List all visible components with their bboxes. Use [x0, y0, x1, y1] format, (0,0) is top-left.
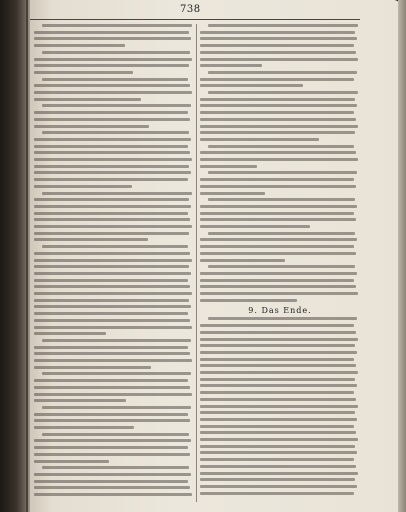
text-line: [34, 446, 188, 449]
text-line: [34, 439, 191, 442]
text-line: [200, 218, 356, 221]
text-line: [200, 272, 357, 275]
text-line: [200, 425, 354, 428]
text-line: [200, 338, 358, 341]
text-line: [34, 118, 190, 121]
text-line: [34, 58, 192, 61]
text-line: [208, 171, 357, 174]
spine-line: [26, 0, 28, 512]
text-line: [34, 44, 125, 47]
text-line: [200, 185, 356, 188]
text-line: [34, 232, 189, 235]
text-line: [200, 378, 355, 381]
text-line: [200, 418, 357, 421]
text-line: [200, 151, 356, 154]
text-line: [34, 460, 109, 463]
text-line: [34, 165, 189, 168]
text-line: [200, 384, 357, 387]
text-line: [200, 192, 265, 195]
text-line: [34, 98, 141, 101]
text-line: [34, 486, 190, 489]
text-line: [200, 238, 357, 241]
text-line: [208, 198, 355, 201]
text-line: [34, 225, 192, 228]
text-line: [200, 472, 358, 475]
text-line: [34, 473, 191, 476]
text-line: [42, 104, 191, 107]
text-line: [34, 31, 189, 34]
text-line: [34, 212, 188, 215]
text-line: [34, 480, 188, 483]
text-line: [34, 359, 192, 362]
text-line: [34, 386, 190, 389]
text-line: [200, 225, 310, 228]
text-line: [34, 272, 191, 275]
text-line: [200, 451, 357, 454]
text-line: [200, 285, 356, 288]
text-line: [34, 145, 188, 148]
text-line: [42, 466, 189, 469]
text-line: [200, 212, 354, 215]
text-line: [34, 453, 190, 456]
text-line: [200, 158, 358, 161]
text-column-right: [200, 24, 360, 504]
text-line: [34, 305, 191, 308]
text-line: [34, 125, 149, 128]
text-line: [208, 145, 354, 148]
text-line: [200, 445, 355, 448]
page-number: 738: [180, 4, 201, 15]
text-line: [34, 413, 188, 416]
text-line: [34, 419, 190, 422]
text-line: [200, 438, 358, 441]
text-line: [34, 279, 188, 282]
text-line: [34, 252, 190, 255]
text-line: [208, 232, 355, 235]
text-line: [200, 371, 358, 374]
text-line: [200, 252, 356, 255]
text-line: [34, 426, 134, 429]
text-line: [200, 351, 357, 354]
text-line: [34, 198, 189, 201]
text-line: [200, 138, 319, 141]
text-line: [200, 331, 356, 334]
text-line: [34, 493, 192, 496]
text-line: [34, 299, 189, 302]
text-line: [34, 312, 188, 315]
text-line: [34, 265, 189, 268]
text-line: [200, 44, 354, 47]
text-line: [200, 391, 354, 394]
text-line: [34, 171, 191, 174]
text-line: [200, 405, 358, 408]
text-line: [200, 58, 358, 61]
text-column-left: [34, 24, 194, 504]
text-line: [200, 165, 257, 168]
text-line: [200, 324, 354, 327]
text-line: [34, 91, 192, 94]
text-line: [200, 292, 358, 295]
text-line: [34, 151, 190, 154]
text-line: [34, 205, 191, 208]
text-line: [34, 399, 126, 402]
text-line: [200, 98, 355, 101]
text-line: [200, 485, 357, 488]
page-header: [30, 4, 360, 18]
text-line: [34, 319, 190, 322]
text-line: [200, 358, 354, 361]
text-line: [200, 259, 285, 262]
text-line: [42, 245, 188, 248]
text-line: [200, 104, 357, 107]
text-line: [42, 339, 191, 342]
text-line: [34, 285, 190, 288]
text-line: [42, 24, 192, 27]
text-line: [34, 138, 191, 141]
text-line: [200, 178, 354, 181]
text-line: [200, 458, 354, 461]
text-line: [34, 326, 192, 329]
text-line: [200, 64, 262, 67]
text-line: [200, 84, 303, 87]
text-line: [200, 398, 356, 401]
text-line: [34, 218, 190, 221]
text-line: [34, 346, 188, 349]
text-line: [208, 24, 358, 27]
text-line: [34, 37, 191, 40]
text-line: [200, 279, 354, 282]
text-line: [208, 317, 357, 320]
text-line: [42, 406, 191, 409]
text-line: [200, 492, 354, 495]
section-heading: 9. Das Ende.: [248, 306, 312, 316]
text-line: [34, 259, 192, 262]
text-line: [42, 372, 191, 375]
text-line: [34, 366, 151, 369]
text-line: [208, 91, 358, 94]
text-line: [42, 51, 190, 54]
text-line: [34, 178, 188, 181]
text-line: [200, 465, 356, 468]
text-line: [200, 431, 356, 434]
text-line: [34, 185, 132, 188]
column-divider: [196, 24, 197, 502]
text-line: [34, 393, 192, 396]
text-line: [200, 37, 357, 40]
text-line: [200, 78, 354, 81]
text-line: [200, 205, 357, 208]
text-line: [200, 478, 355, 481]
text-line: [200, 51, 356, 54]
text-line: [200, 364, 356, 367]
text-line: [42, 433, 189, 436]
page-edge-shadow: [398, 0, 406, 512]
text-line: [200, 299, 297, 302]
text-line: [208, 265, 355, 268]
text-line: [200, 118, 356, 121]
text-line: [34, 158, 192, 161]
text-line: [200, 125, 358, 128]
text-line: [42, 78, 188, 81]
text-line: [208, 71, 357, 74]
text-line: [34, 71, 133, 74]
text-line: [200, 344, 355, 347]
text-line: [34, 332, 106, 335]
text-line: [34, 238, 148, 241]
text-line: [42, 131, 189, 134]
text-line: [200, 245, 354, 248]
text-line: [34, 379, 188, 382]
text-line: [34, 64, 189, 67]
text-line: [200, 111, 354, 114]
header-rule: [30, 19, 360, 20]
text-line: [200, 411, 355, 414]
text-line: [200, 131, 355, 134]
text-line: [34, 84, 190, 87]
text-line: [42, 192, 192, 195]
text-line: [200, 31, 355, 34]
text-line: [34, 352, 190, 355]
text-line: [34, 292, 192, 295]
text-line: [34, 111, 188, 114]
